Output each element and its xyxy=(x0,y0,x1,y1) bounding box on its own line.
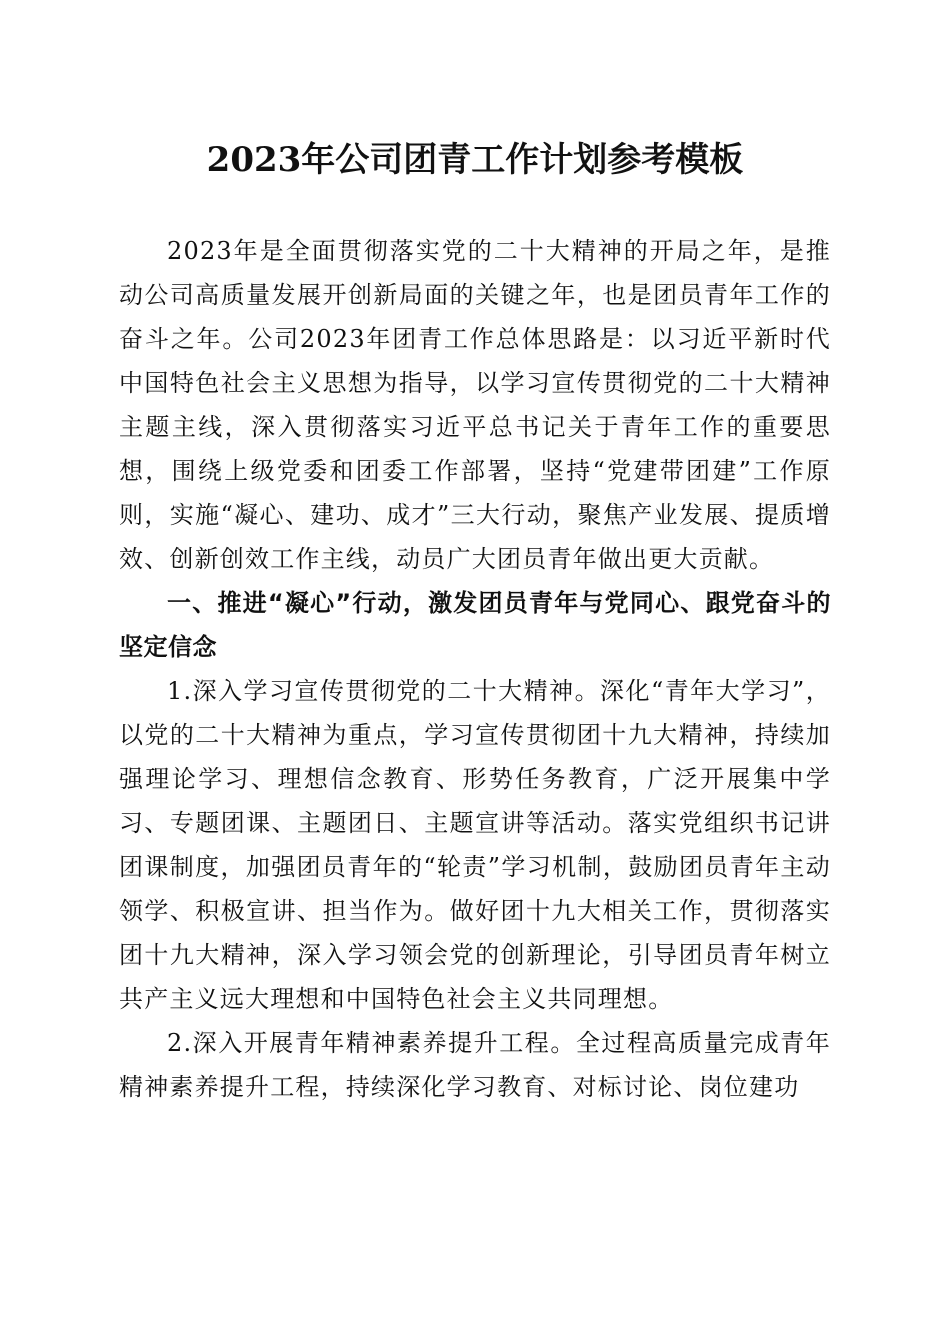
intro-paragraph: 2023年是全面贯彻落实党的二十大精神的开局之年，是推动公司高质量发展开创新局面的关键之年，也是团员青年工作的奋斗之年。公司2023年团青工作总体思路是：以习近平新时代中国特色社会主义思想为指导，以学习宣传贯彻党的二十大精神主题主线，深入贯彻落实习近平总书记关于青年工作的重要思想，围绕上级党委和团委工作部署，坚持“党建带团建”工作原则，实施“凝心、建功、成才”三大行动，聚焦产业发展、提质增效、创新创效工作主线，动员广大团员青年做出更大贡献。 xyxy=(119,237,831,573)
item-paragraph-2: 2.深入开展青年精神素养提升工程。全过程高质量完成青年精神素养提升工程，持续深化学习教育、对标讨论、岗位建功 xyxy=(119,1029,831,1101)
document-body xyxy=(119,229,831,1109)
item-paragraph-1: 1.深入学习宣传贯彻党的二十大精神。深化“青年大学习”，以党的二十大精神为重点，学习宣传贯彻团十九大精神，持续加强理论学习、理想信念教育、形势任务教育，广泛开展集中学习、专题团课、主题团日、主题宣讲等活动。落实党组织书记讲团课制度，加强团员青年的“轮责”学习机制，鼓励团员青年主动领学、积极宣讲、担当作为。做好团十九大相关工作，贯彻落实团十九大精神，深入学习领会党的创新理论，引导团员青年树立共产主义远大理想和中国特色社会主义共同理想。 xyxy=(119,677,831,1013)
document-title: 2023年公司团青工作计划参考模板 xyxy=(206,140,744,180)
section-heading-1: 一、推进“凝心”行动，激发团员青年与党同心、跟党奋斗的坚定信念 xyxy=(119,589,831,661)
